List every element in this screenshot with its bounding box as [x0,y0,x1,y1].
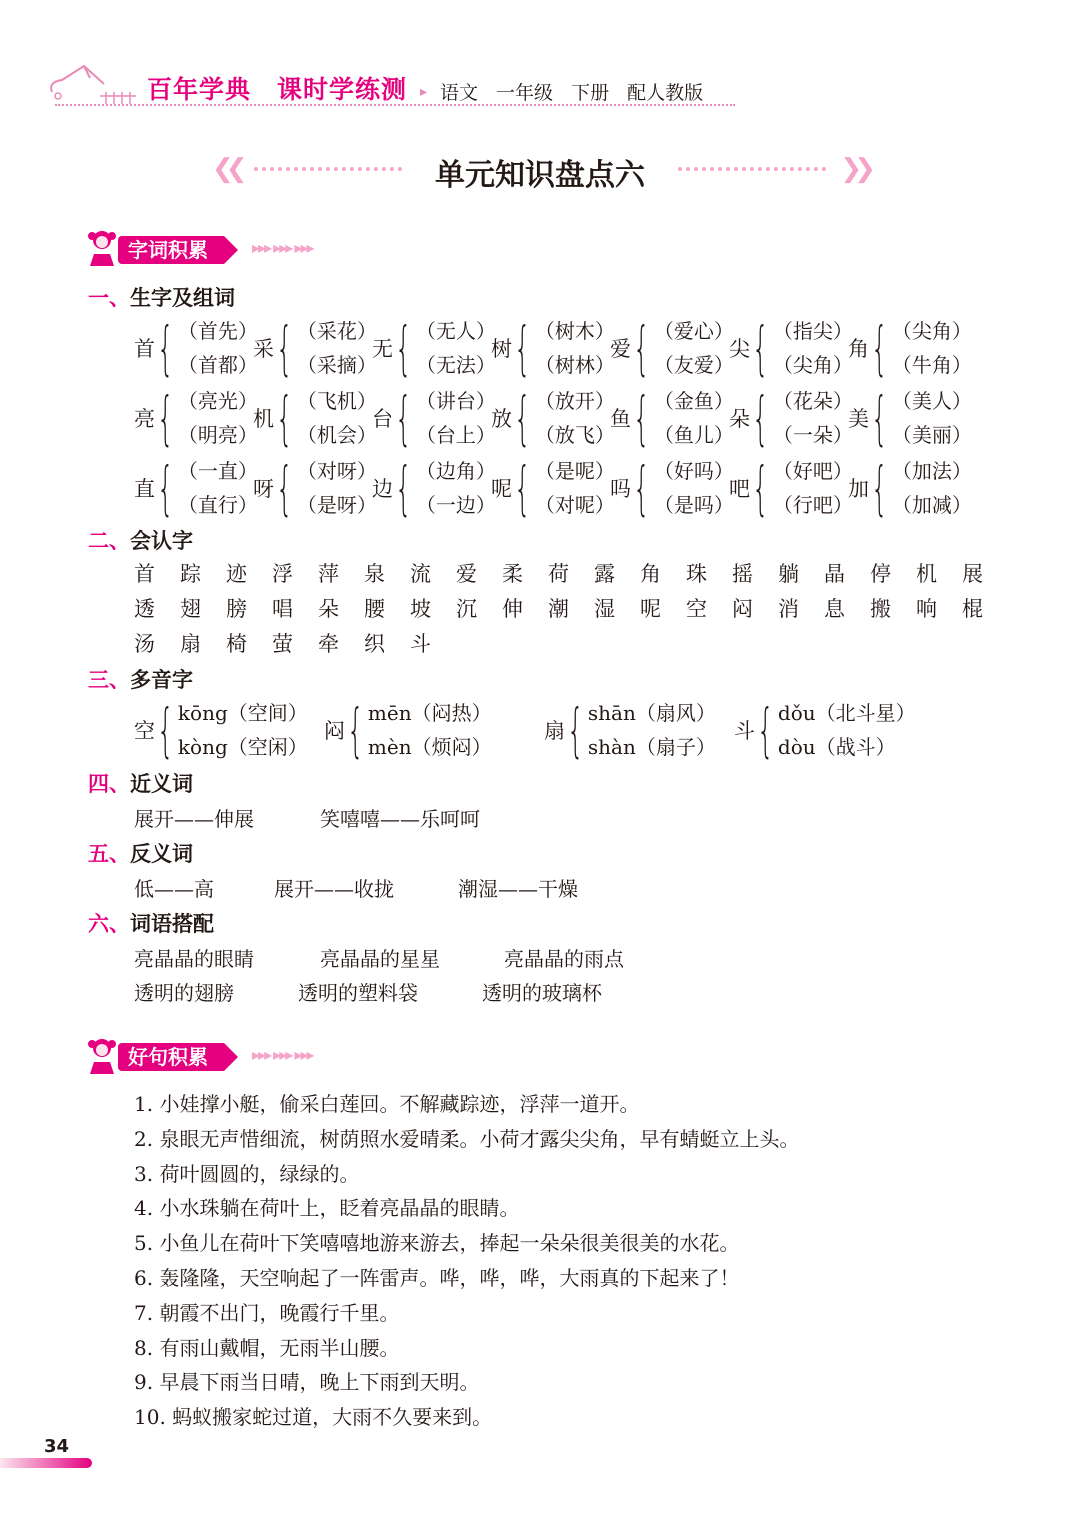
brace-icon: { [633,454,650,522]
sentence: 1. 小娃撑小艇，偷采白莲回。不解藏踪迹，浮萍一道开。 [134,1092,640,1116]
recognize-char: 泉 [364,562,385,586]
recognize-char: 坡 [410,597,431,621]
antonym-2: 展开——收拢 [274,877,394,901]
brace-icon: { [871,314,888,382]
header-arrow-icon: ▸ [420,84,428,100]
word: （是呢） [534,459,615,483]
part5-heading: 五、反义词 [88,842,193,866]
recognize-char: 沉 [456,597,477,621]
word: （加法） [891,459,972,483]
char-group [729,383,853,453]
char: 放 [491,407,512,431]
word: （亮光） [177,389,258,413]
char: 角 [848,337,869,361]
char-row [134,383,974,453]
recognize-row [134,558,1034,593]
word: （无法） [415,353,496,377]
recognize-char: 搬 [870,597,891,621]
char-group [491,383,615,453]
char-group [610,453,734,523]
sentence: 4. 小水珠躺在荷叶上，眨着亮晶晶的眼睛。 [134,1196,520,1221]
reading: dǒu（北斗星） [777,701,916,725]
word: （花朵） [772,389,853,413]
char-group [134,453,258,523]
sentence: 9. 早晨下雨当日晴，晚上下雨到天明。 [134,1370,480,1395]
brace-icon: { [757,696,774,764]
recognize-char: 伸 [502,597,523,621]
collocation: 透明的塑料袋 [298,981,418,1005]
char: 吧 [729,477,750,501]
reading: shān（扇风） [587,701,716,725]
sentence: 10. 蚂蚁搬家蛇过道，大雨不久要来到。 [134,1405,493,1430]
word: （飞机） [296,389,377,413]
word: （首都） [177,353,258,377]
girl-mascot-icon [86,1036,120,1076]
brand-title: 百年学典 课时学练测 [147,75,408,104]
word: （行吧） [772,493,853,517]
recognize-chars [134,558,1034,663]
synonym-2: 笑嘻嘻——乐呵呵 [320,807,480,831]
recognize-char: 露 [594,562,615,586]
brace-icon: { [871,384,888,452]
recognize-char: 斗 [410,632,431,656]
word: （台上） [415,423,496,447]
word: （一直） [177,459,258,483]
char-group [372,383,496,453]
recognize-char: 流 [410,562,431,586]
collocation: 亮晶晶的眼睛 [134,947,254,971]
word: （树林） [534,353,615,377]
char: 扇 [544,719,565,743]
char-group [729,453,853,523]
antonym-3: 潮湿——干燥 [458,877,578,901]
recognize-char: 柔 [502,562,523,586]
char: 树 [491,337,512,361]
word: （对呀） [296,459,377,483]
recognize-char: 牵 [318,632,339,656]
char-group [372,313,496,383]
brace-icon: { [871,454,888,522]
collocation: 透明的玻璃杯 [482,981,602,1005]
char: 呀 [253,477,274,501]
recognize-char: 潮 [548,597,569,621]
recognize-char: 空 [686,597,707,621]
char-group [491,313,615,383]
word: （无人） [415,319,496,343]
page-number: 34 [44,1436,70,1457]
char-row [134,453,974,523]
char: 呢 [491,477,512,501]
recognize-char: 荷 [548,562,569,586]
char: 亮 [134,407,155,431]
char: 爱 [610,337,631,361]
part3-heading: 三、多音字 [88,668,193,692]
char: 边 [372,477,393,501]
brace-icon: { [347,696,364,764]
recognize-char: 唱 [272,597,293,621]
recognize-char: 翅 [180,597,201,621]
word: （友爱） [653,353,734,377]
sentence: 5. 小鱼儿在荷叶下笑嘻嘻地游来游去，捧起一朵朵很美很美的水花。 [134,1231,740,1256]
header-divider [55,104,735,106]
word: （放飞） [534,423,615,447]
header-subtitle: 语文 一年级 下册 配人教版 [440,82,704,104]
brace-icon: { [395,454,412,522]
brace-icon: { [752,384,769,452]
word: （对呢） [534,493,615,517]
recognize-char: 消 [778,597,799,621]
word: （采摘） [296,353,377,377]
reading: mèn（烦闷） [367,735,492,759]
recognize-row [134,593,1034,628]
brace-icon: { [157,696,174,764]
recognize-char: 汤 [134,632,155,656]
recognize-char: 朵 [318,597,339,621]
word: （美丽） [891,423,972,447]
recognize-char: 摇 [732,562,753,586]
sentence: 8. 有雨山戴帽，无雨半山腰。 [134,1335,400,1360]
word: （首先） [177,319,258,343]
char-group [610,383,734,453]
recognize-char: 呢 [640,597,661,621]
char: 台 [372,407,393,431]
word: （鱼儿） [653,423,734,447]
brace-icon: { [157,454,174,522]
brace-icon: { [633,314,650,382]
word: （讲台） [415,389,496,413]
recognize-char: 膀 [226,597,247,621]
word: （明亮） [177,423,258,447]
brace-icon: { [395,384,412,452]
synonym-1: 展开——伸展 [134,807,254,831]
recognize-char: 首 [134,562,155,586]
word: （是吗） [653,493,734,517]
recognize-char: 息 [824,597,845,621]
polyphone-group [324,696,544,764]
char: 空 [134,719,155,743]
word: （放开） [534,389,615,413]
recognize-char: 展 [962,562,983,586]
brace-icon: { [276,384,293,452]
part4-heading: 四、近义词 [88,772,193,796]
brace-icon: { [752,314,769,382]
char-group [848,453,972,523]
char: 闷 [324,719,345,743]
recognize-char: 珠 [686,562,707,586]
char-group [253,313,377,383]
word: （尖角） [891,319,972,343]
recognize-char: 躺 [778,562,799,586]
brace-icon: { [567,696,584,764]
recognize-char: 扇 [180,632,201,656]
house-logo-icon [44,62,144,108]
brace-icon: { [395,314,412,382]
word: （采花） [296,319,377,343]
collocation: 亮晶晶的雨点 [504,947,624,971]
char-group [491,453,615,523]
recognize-char: 棍 [962,597,983,621]
word: （美人） [891,389,972,413]
recognize-char: 萍 [318,562,339,586]
word: （是呀） [296,493,377,517]
char-group [729,313,853,383]
brace-icon: { [514,454,531,522]
sentence: 2. 泉眼无声惜细流，树荫照水爱晴柔。小荷才露尖尖角，早有蜻蜓立上头。 [134,1126,800,1151]
page-title: 单元知识盘点六 [435,158,645,193]
recognize-char: 透 [134,597,155,621]
brace-icon: { [752,454,769,522]
char: 加 [848,477,869,501]
collocation: 透明的翅膀 [134,981,234,1005]
word: （爱心） [653,319,734,343]
girl-mascot-icon [86,228,120,268]
sentence-list [134,1088,799,1436]
reading: kòng（空闲） [177,735,308,759]
char: 鱼 [610,407,631,431]
char-group [134,313,258,383]
char: 直 [134,477,155,501]
polyphone-group [544,696,734,764]
word: （牛角） [891,353,972,377]
word: （好吧） [772,459,853,483]
reading: mēn（闷热） [367,701,492,725]
brace-icon: { [157,314,174,382]
recognize-char: 闷 [732,597,753,621]
brace-icon: { [633,384,650,452]
char-row [134,313,974,383]
polyphones [134,696,934,764]
char: 斗 [734,719,755,743]
char-group [253,453,377,523]
reading: kōng（空间） [177,701,308,725]
brace-icon: { [276,454,293,522]
char-group [848,383,972,453]
brace-icon: { [276,314,293,382]
part6-heading: 六、词语搭配 [88,912,214,936]
sentence: 6. 轰隆隆，天空响起了一阵雷声。哗，哗，哗，大雨真的下起来了！ [134,1265,740,1290]
char-group [610,313,734,383]
char: 尖 [729,337,750,361]
char: 机 [253,407,274,431]
recognize-char: 萤 [272,632,293,656]
word: （指尖） [772,319,853,343]
recognize-char: 响 [916,597,937,621]
char-group [253,383,377,453]
recognize-char: 机 [916,562,937,586]
recognize-char: 踪 [180,562,201,586]
part2-heading: 二、会认字 [88,529,193,553]
char: 美 [848,407,869,431]
title-left-ornament: ❮❮ [212,156,402,182]
footer-bar [0,1458,92,1468]
char-group [134,383,258,453]
char-group [372,453,496,523]
char: 首 [134,337,155,361]
word: （一朵） [772,423,853,447]
word: （直行） [177,493,258,517]
recognize-char: 织 [364,632,385,656]
recognize-char: 爱 [456,562,477,586]
recognize-char: 停 [870,562,891,586]
antonym-1: 低——高 [134,877,214,901]
word: （尖角） [772,353,853,377]
recognize-char: 湿 [594,597,615,621]
word: （树木） [534,319,615,343]
tag-arrows-icon: ▸▸▸ ▸▸▸ ▸▸▸ [252,238,313,257]
brace-icon: { [157,384,174,452]
recognize-row [134,628,1034,663]
sentence: 3. 荷叶圆圆的，绿绿的。 [134,1161,360,1186]
recognize-char: 浮 [272,562,293,586]
char: 采 [253,337,274,361]
new-chars-grid [134,313,974,523]
char-group [848,313,972,383]
polyphone-group [134,696,324,764]
brace-icon: { [514,314,531,382]
section-tag-sentences: 好句积累 [118,1043,224,1071]
word: （机会） [296,423,377,447]
word: （好吗） [653,459,734,483]
collocation: 亮晶晶的星星 [320,947,440,971]
part1-heading: 一、生字及组词 [88,286,235,310]
char: 吗 [610,477,631,501]
recognize-char: 腰 [364,597,385,621]
char: 朵 [729,407,750,431]
recognize-char: 椅 [226,632,247,656]
word: （一边） [415,493,496,517]
title-right-ornament: ❯❯ [678,156,868,182]
recognize-char: 晶 [824,562,845,586]
word: （金鱼） [653,389,734,413]
recognize-char: 迹 [226,562,247,586]
reading: shàn（扇子） [587,735,716,759]
word: （加减） [891,493,972,517]
word: （边角） [415,459,496,483]
char: 无 [372,337,393,361]
sentence: 7. 朝霞不出门，晚霞行千里。 [134,1300,400,1325]
tag-arrows-icon: ▸▸▸ ▸▸▸ ▸▸▸ [252,1045,313,1064]
reading: dòu（战斗） [777,735,896,759]
brace-icon: { [514,384,531,452]
recognize-char: 角 [640,562,661,586]
section-tag-words: 字词积累 [118,236,224,264]
polyphone-group [734,696,934,764]
